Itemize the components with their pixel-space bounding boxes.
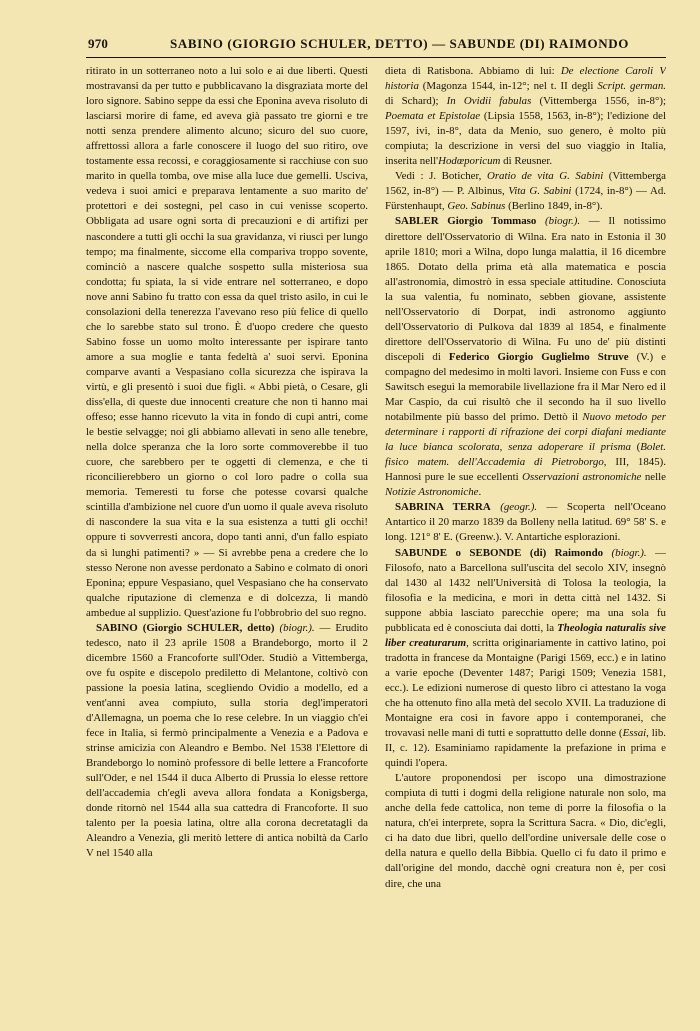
right-column	[385, 64, 666, 994]
entry-sabino	[86, 621, 368, 862]
text-run: , III, 1845). Hannosi pure le sue eccellenti	[385, 456, 666, 484]
entry-category: (geogr.).	[500, 501, 538, 514]
entry-category: (biogr.).	[279, 621, 315, 634]
text-run: (Berlino 1849, in-8°).	[505, 200, 603, 213]
title-run: Nuovo metodo per determinare i rapporti di rifrazione dei corpi diafani mediante la luce bianca scolorata, senza adoperare il prisma	[385, 411, 666, 454]
paragraph-sabino-sources	[385, 169, 666, 214]
title-run: Theologia naturalis sive liber creaturarum	[385, 621, 666, 649]
text-run: (Vittemberga 1562, in-8°) — P. Albinus,	[385, 170, 666, 198]
running-title: SABINO (GIORGIO SCHULER, DETTO) — SABUNDE (DI) RAIMONDO	[170, 36, 629, 51]
title-run: Bolet. fisico matem. dell'Accademia di Pietroborgo	[385, 441, 666, 469]
text-run: (Lipsia 1558, 1563, in-8°); l'edizione del 1597, ivi, in-8°, data da Menio, suo genero, è molto più compiuta; la descrizione in versi del suo viaggio in Italia, inserita nell'	[385, 110, 666, 168]
title-run: Essai	[622, 727, 647, 740]
text-run: , scritta originariamente in cattivo latino, poi tradotta in francese da Montaigne (Parigi 1569, ecc.) e in latino a varie epoche (Deventer 1487; Parigi 1509; Venezia 1581, ecc.). Le edizioni numerose di questo libro ci attestano la voga che ha ottenuto fino alla metà del secolo XVII. La traduzione di Montaigne era così in favore appo i contemporanei, che trovavasi nelle mani di tutti e soprattutto delle donne (	[385, 636, 666, 740]
text-run: — Filosofo, nato a Barcellona sull'uscita del secolo XIV, insegnò dal 1430 al 1432 nell'Università di Tolosa la teologia, la filosofia e la medicina, e morì in detta città nel 1432. Si suppone abbia lasciato parecchie opere; ma una sola fu pubblicata ed è conosciuta dai dotti, la	[385, 546, 666, 634]
title-run: Notizie Astronomiche	[385, 486, 479, 499]
title-run: Hodœporicum	[438, 155, 501, 168]
text-run: (	[630, 441, 641, 454]
entry-text: — Erudito tedesco, nato il 23 aprile 1508 a Brandeborgo, morto il 2 dicembre 1560 a Francoforte sull'Oder. Studiò a Vittemberga, ove fu ospite e discepolo prediletto di Melantone, coltivò con passione la poesia latina, scegliendo Ovidio a modello, ed a vent'anni avea compiuto, sulla storia degl'imperatori d'Allemagna, un poema che lo rese celebre. In un viaggio ch'ei fece in Italia, si fermò principalmente a Venezia e a Padova e strinse amicizia con Aleandro e Bembo. Nel 1538 l'Elettore di Brandeborgo lo nominò professore di belle lettere a Francoforte sull'Oder, e nel 1544 il duca Alberto di Prussia lo elesse rettore dell'accademia ch'egli aveva allora fondata a Konigsberga, donde ritornò nel 1544 alla sua cattedra di Francoforte. Il suo talento per la poesia latina, oltre alla corona decretatagli da Aleandro a Venezia, gli meritò lettere di antica nobiltà da Carlo V nel 1540 alla	[86, 621, 368, 860]
title-run: Script. german.	[597, 80, 666, 93]
entry-headword: SABLER Giorgio Tommaso	[395, 215, 537, 228]
title-run: Osservazioni astronomiche	[522, 471, 642, 484]
entry-category: (biogr.).	[611, 546, 647, 559]
entry-text: — Scoperta nell'Oceano Antartico il 20 marzo 1839 da Bolleny nella latitud. 69° 58' S. e long. 121° 8' E. (Greenw.). V. Antartiche esplorazioni.	[385, 501, 666, 544]
entry-headword: SABUNDE o SEBONDE (di) Raimondo	[395, 546, 604, 559]
entry-sabrina-terra	[385, 500, 666, 545]
title-run: De electione Caroli V historia	[385, 65, 666, 93]
name-run: Federico Giorgio Guglielmo Struve	[448, 350, 629, 363]
page-number: 970	[88, 36, 109, 51]
entry-category: (biogr.).	[545, 215, 581, 228]
text-run: (Vittemberga 1556, in-8°);	[531, 95, 666, 108]
entry-headword: SABINO (Giorgio SCHULER, detto)	[96, 621, 275, 634]
entry-headword: SABRINA TERRA	[395, 501, 491, 514]
title-run: Geo. Sabinus	[447, 200, 506, 213]
text-run: (1724, in-8°) — Ad. Fürstenhaupt,	[385, 185, 666, 213]
text-run: , lib. II, c. 12). Esaminiamo rapidamente la prefazione in prima e quindi l'opera.	[385, 727, 666, 770]
text-run: nelle	[641, 471, 666, 484]
text-run: di Schard);	[385, 95, 447, 108]
title-run: In Ovidii fabulas	[446, 95, 532, 108]
text-run: .	[478, 486, 482, 499]
title-run: Vita G. Sabini	[508, 185, 572, 198]
page-header	[88, 36, 663, 54]
paragraph-sabino-works	[385, 64, 666, 169]
text-run: di Reusner.	[500, 155, 553, 168]
text-run: — Il notissimo direttore dell'Osservatorio di Wilna. Era nato in Estonia il 30 aprile 1810; morì a Wilna, dopo lunga malattia, il 16 dicembre 1865. Dotato della prima età alla matematica e poscia all'astronomia, dimostrò in essa speciale attitudine. Conosciuta la sua valentia, fu nominato, sebben giovane, assistente nell'Osservatorio di Dorpat, indi astronomo aggiunto dell'Osservatorio di Pulkova dal 1839 al 1854, e finalmente direttore dell'Osservatorio di Wilna. Fu uno de' più distinti discepoli di	[385, 215, 666, 363]
entry-sabunde	[385, 546, 666, 772]
title-run: Oratio de vita G. Sabini	[486, 170, 604, 183]
text-run: (Magonza 1544, in-12°; nel t. II degli	[418, 80, 598, 93]
title-run: Poemata et Epistolae	[385, 110, 481, 123]
text-run: Vedi : J. Boticher,	[395, 170, 487, 183]
entry-sabler	[385, 214, 666, 500]
text-run: dieta di Ratisbona. Abbiamo di lui:	[385, 65, 561, 77]
paragraph-sabunde-work: L'autore proponendosi per iscopo una dimostrazione compiuta di tutti i dogmi della religione naturale non solo, ma anche della fede cattolica, non teme di porre la filosofia o la natura, ch'ei interprete, sopra la Scrittura Sacra. « Dio, dic'egli, ci ha dato due libri, quello dell'ordine universale delle cose o della natura e quello della Bibbia. Quello ci fu dato il primo e dall'origine del mondo, dacchè ogni creatura non è, per così dire, che una	[385, 772, 666, 890]
header-rule	[86, 57, 666, 58]
text-run: (V.) e compagno del medesimo in molti lavori. Insieme con Fuss e con Sawitsch eseguì la memorabile livellazione fra il Mar Nero ed il Mar Caspio, da cui risultò che il secondo ha il suo livello notabilmente più basso del primo. Dettò il	[385, 350, 666, 424]
left-column	[86, 64, 368, 994]
paragraph-eponina: ritirato in un sotterraneo noto a lui solo e ai due liberti. Questi mostravansi da per tutto e pubblicavano la disgraziata morte del loro signore. Sabino seppe da essi che Eponina aveva risoluto di lasciarsi morire di fame, ed aveva già passato tre giorni e tre notti senza prendere alimento alcuno; sicuro del suo cuore, affrettossi allora a farle conoscere il luogo del suo ritiro, ove tostamente essa recossi, e coraggiosamente si racchiuse con suo marito in quella tomba, ove mise alla luce due gemelli. Usciva, vedeva i suoi amici e preparava lentamente a suo marito de' protettori e dei sostegni, pel caso in cui venisse scoperto. Obbligata ad usare ogni sorta di precauzioni e di artifizi per nascondere a tutti gli occhi la sua gravidanza, vi riuscì per lungo tempo; ma finalmente, siccome ella compariva troppo sovente, cominciò a nascere qualche sospetto sulla misteriosa sua condotta; fu spiata, la si vide entrare nel sotterraneo, e dopo nove anni Sabino fu tratto con essa da quel tristo asilo, in cui le consolazioni della tenerezza l'avevano reso più felice di quello che lo sarebbe stato sul trono. È d'uopo credere che questo Sabino fosse un uomo molto interessante per ispirare tanto amore a sua moglie e tanta fedeltà a' suoi servi. Eponina comparve avanti a Vespasiano colla sicurezza che ispirava la virtù, e gli presentò i suoi due figli. « Abbi pietà, o Cesare, gli diss'ella, di queste due innocenti creature che non ti hanno mai offeso; esse hanno ricevuto la vita in fondo di cupi antri, come le bestie selvagge; noi gli abbiamo allevati in seno alle tenebre, nella dolce speranza che la loro sorte commoverebbe il tuo cuore, che sarebbero per te oggetti di clemenza, e che ti riconcilierebbero un giorno o col loro padre o colla sua memoria. Temeresti tu forse che potesse covarsi qualche scintilla d'ambizione nel cuore d'un uomo il quale aveva risoluto di nascondere la sua vita e la sua esistenza a tutti gli occhi! oppure ti sovverresti ancora, dopo tanti anni, d'un fallo espiato da sì lunghi patimenti? » — Si avrebbe pena a credere che lo stesso Nerone non avesse perdonato a Sabino e colmato di onori Eponina; eppure Vespasiano, quel Vespasiano che ha conservato qualche riputazione di clemenza e di dolcezza, li mandò ambedue al supplizio. Quest'azione fu l'obbrobrio del suo regno.	[86, 65, 368, 619]
